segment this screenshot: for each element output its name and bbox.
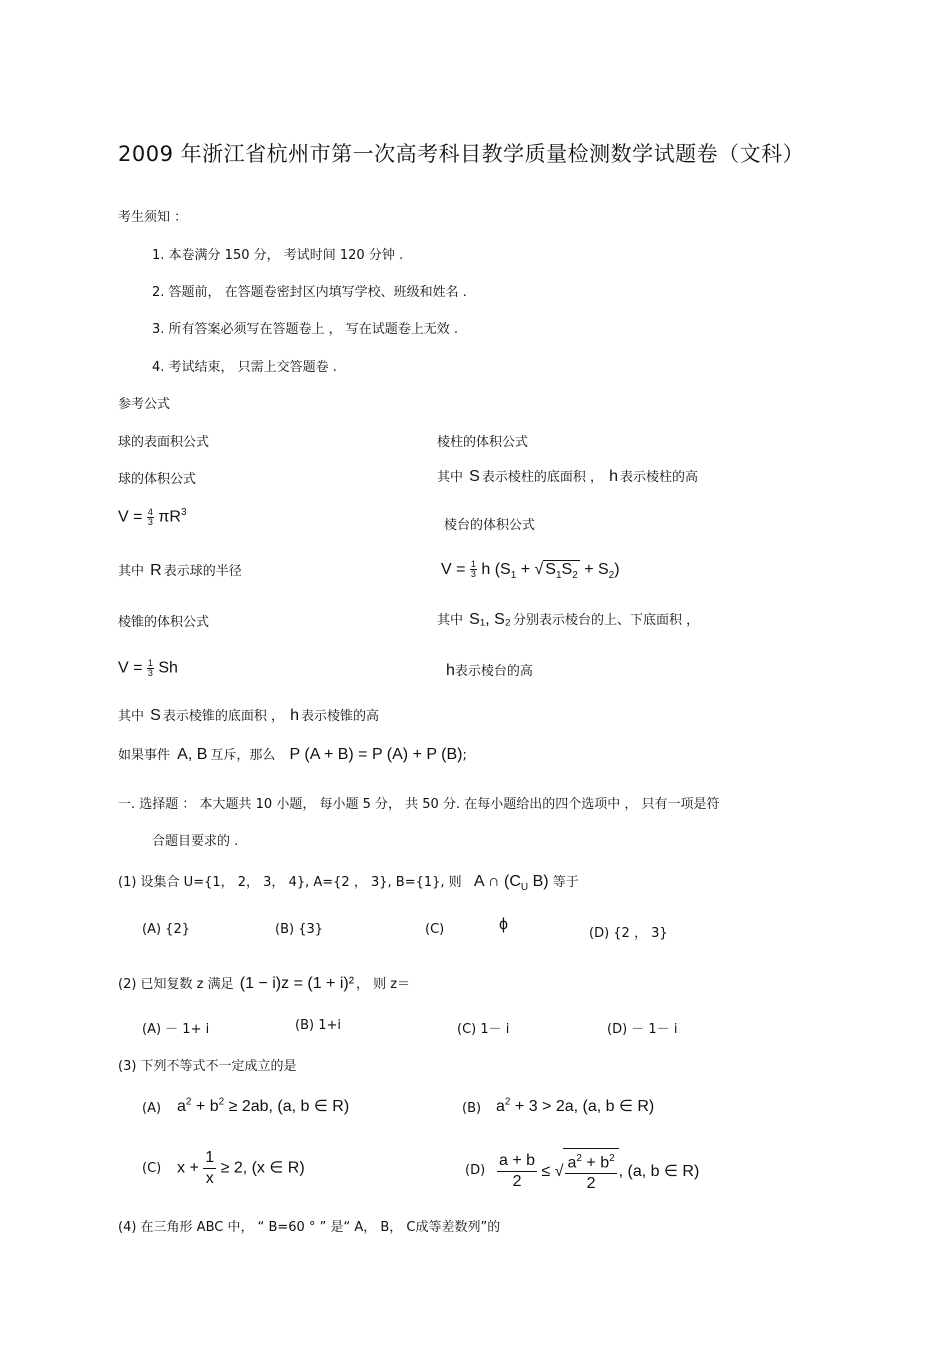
radius-R: R <box>150 562 162 579</box>
q2-tail: ， 则 z＝ <box>356 977 411 992</box>
frustum-height-note <box>446 660 533 680</box>
prism-note-S: S <box>469 468 480 485</box>
q3-option-b-label: (B) <box>462 1101 482 1116</box>
q1-expr-left: A ∩ (C <box>473 873 521 890</box>
sphere-volume-label: 球的体积公式 <box>118 472 197 487</box>
events-suffix: ; <box>462 748 467 763</box>
q1-option-c: (C) <box>425 922 445 937</box>
section1-heading: 一. 选择题 ： 本大题共 10 小题， 每小题 5 分， 共 50 分. 在每小题给出的四个选项中 ， 只有一项是符 <box>118 797 720 812</box>
events-AB: A, B <box>177 746 208 763</box>
prism-note-h: h <box>609 468 619 485</box>
q1-stem <box>118 871 579 893</box>
sphere-volume-formula: V = $\frac{4}{3}$ $\pi R^3$ <box>118 506 187 527</box>
q2-stem-text: (2) 已知复数 z 满足 <box>118 977 234 992</box>
events-rule <box>118 744 467 764</box>
frac-1-3: $\frac{1}{3}$ <box>470 559 476 580</box>
sphere-radius-note <box>118 560 242 580</box>
q1-option-d: (D) {2 ， 3} <box>589 926 668 941</box>
notice-item-2: 2. 答题前， 在答题卷密封区内填写学校、班级和姓名 . <box>152 285 467 300</box>
frac-4-3: $\frac{4}{3}$ <box>147 506 153 527</box>
prism-note <box>437 466 698 486</box>
q2-option-c: (C) 1－ i <box>457 1022 510 1037</box>
frustum-h: h <box>446 662 455 679</box>
frustum-note-S: S₁, S₂ <box>469 611 511 628</box>
frac-1-3-cone: $\frac{1}{3}$ <box>147 658 153 678</box>
cone-note-suffix: 表示棱锥的高 <box>301 709 380 724</box>
prism-volume-label: 棱柱的体积公式 <box>437 435 529 450</box>
frustum-volume-formula: V = $\frac{1}{3}$ h ($S_1$ + √ $S_1S_2 + S_2$) <box>441 559 620 582</box>
q1-expr-right: B) <box>532 873 549 890</box>
q3-option-a-expr: $a^2 + b^2 \ge 2ab$, (a, b ∈ R) <box>177 1096 350 1115</box>
notice-item-4: 4. 考试结束， 只需上交答题卷 . <box>152 360 337 375</box>
cone-note-S: S <box>150 707 161 724</box>
prism-note-prefix: 其中 <box>437 470 464 485</box>
notice-item-1: 1. 本卷满分 150 分， 考试时间 120 分钟 . <box>152 248 404 263</box>
q3-option-c-label: (C) <box>142 1161 162 1176</box>
prism-note-suffix: 表示棱柱的高 <box>620 470 699 485</box>
q2-option-b: (B) 1+i <box>295 1018 341 1033</box>
events-formula: P (A + B) = P (A) + P (B) <box>289 746 463 763</box>
notice-item-3: 3. 所有答案必须写在答题卷上 ， 写在试题卷上无效 . <box>152 322 459 337</box>
cone-note <box>118 705 379 725</box>
q1-expr <box>473 873 549 894</box>
q3-option-b-expr: $a^2 + 3 > 2a$, (a, b ∈ R) <box>496 1096 655 1115</box>
q1-option-a: (A) {2} <box>142 922 190 937</box>
q2-option-d: (D) － 1－ i <box>607 1022 678 1037</box>
q2-option-a: (A) － 1+ i <box>142 1022 210 1037</box>
q1-tail: 等于 <box>552 875 579 890</box>
q2-expr: (1 − i)z = (1 + i)² <box>239 975 355 992</box>
events-prefix: 如果事件 <box>118 748 171 763</box>
sphere-area-label: 球的表面积公式 <box>118 435 210 450</box>
cone-volume-label: 棱锥的体积公式 <box>118 615 210 630</box>
frustum-note-suffix: 分别表示棱台的上、下底面积 ， <box>513 613 700 628</box>
q3-option-d-label: (D) <box>465 1163 486 1178</box>
q1-expr-sub: U <box>520 882 529 894</box>
frustum-volume-label: 棱台的体积公式 <box>444 518 536 533</box>
q3-option-d-expr: $\frac{a + b}{2}$ ≤ √ $\frac{a^2 + b^2}{2}$ , (a, b ∈ R) <box>497 1148 699 1194</box>
page-title: 2009 年浙江省杭州市第一次高考科目教学质量检测数学试题卷（文科） <box>118 142 805 166</box>
q4-stem: (4) 在三角形 ABC 中， “ B=60 ° ” 是“ A， B， C成等差数列”的 <box>118 1220 501 1235</box>
cone-note-h: h <box>290 707 300 724</box>
frac-1-x: $\frac{1}{x}$ <box>205 1149 215 1187</box>
q3-option-c-expr: x + $\frac{1}{x}$ ≥ 2, (x ∈ R) <box>177 1149 305 1187</box>
q2-stem <box>118 973 410 993</box>
frac-sum-squares-over-2: $\frac{a^2 + b^2}{2}$ <box>565 1149 616 1194</box>
frustum-note <box>437 609 699 629</box>
q1-option-c-value: ϕ <box>499 916 508 933</box>
cone-note-mid: 表示棱锥的底面积 ， <box>162 709 284 724</box>
q3-stem: (3) 下列不等式不一定成立的是 <box>118 1059 297 1074</box>
formula-heading: 参考公式 <box>118 397 171 412</box>
cone-volume-formula: V = $\frac{1}{3}$ Sh <box>118 658 178 678</box>
radius-note-prefix: 其中 <box>118 564 145 579</box>
section1-heading-cont: 合题目要求的 . <box>152 834 239 849</box>
frustum-h-suffix: 表示棱台的高 <box>454 664 533 679</box>
prism-note-mid: 表示棱柱的底面积 ， <box>481 470 603 485</box>
q3-option-a-label: (A) <box>142 1101 162 1116</box>
radius-note-suffix: 表示球的半径 <box>163 564 242 579</box>
events-mid: 互斥，那么 <box>210 748 276 763</box>
notice-heading: 考生须知 ： <box>118 210 188 225</box>
frac-a-plus-b-over-2: $\frac{a + b}{2}$ <box>499 1152 536 1191</box>
q1-stem-text: (1) 设集合 U={1， 2， 3， 4}, A={2 ， 3}, B={1}, 则 <box>118 875 462 890</box>
cone-note-prefix: 其中 <box>118 709 145 724</box>
frustum-note-prefix: 其中 <box>437 613 464 628</box>
q1-option-b: (B) {3} <box>275 922 324 937</box>
